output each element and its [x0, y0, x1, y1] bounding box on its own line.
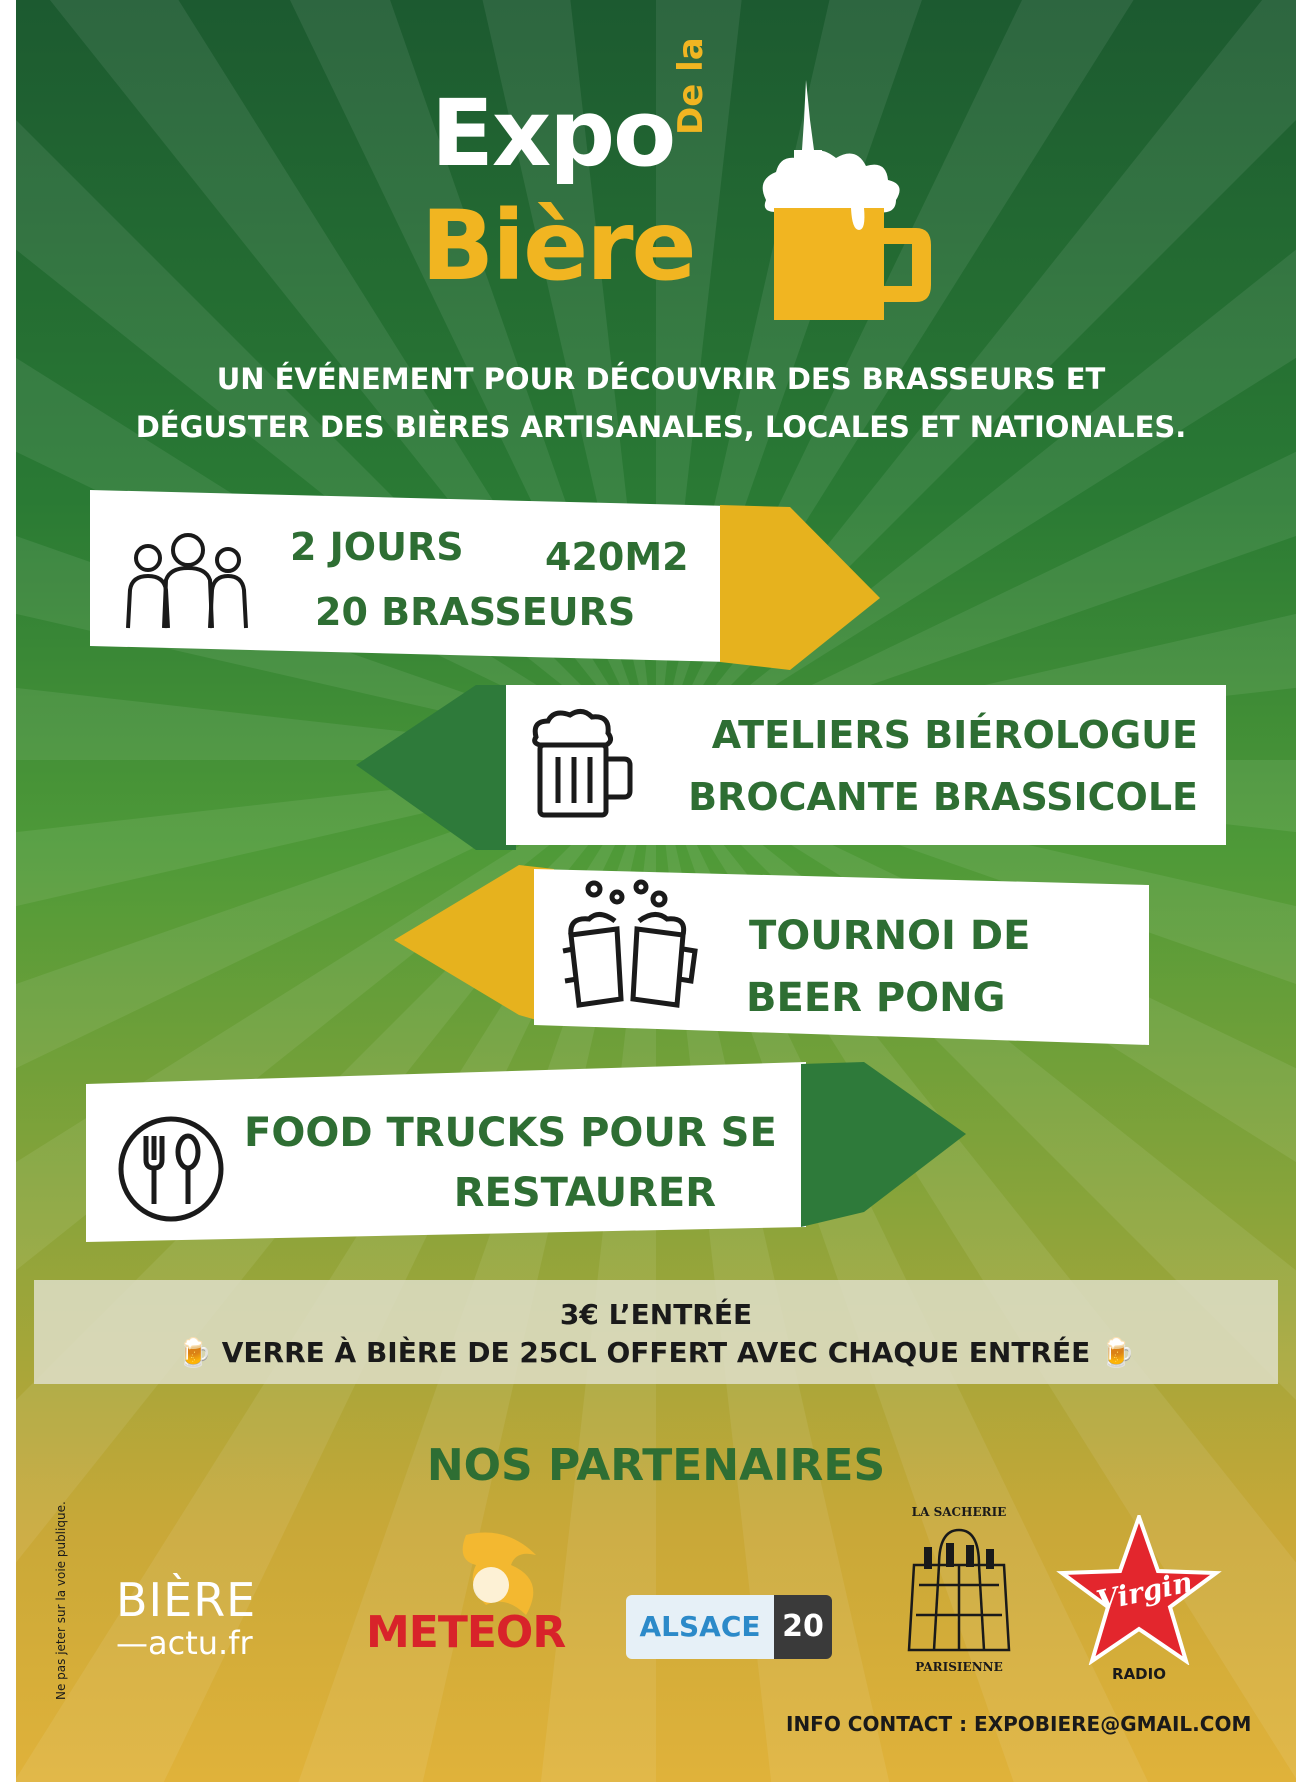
- virgin-sub: RADIO: [1112, 1665, 1166, 1683]
- beer-mug-icon: [526, 707, 636, 822]
- logo-expo-text: Expo: [431, 80, 675, 187]
- alsace20-name: ALSACE: [626, 1595, 774, 1659]
- meteor-text: METEOR: [366, 1607, 566, 1658]
- poster: [16, 0, 1296, 1782]
- price-band: [34, 1280, 1278, 1384]
- sign-workshops: [356, 685, 1226, 850]
- sign-1-days: 2 JOURS: [290, 525, 464, 569]
- event-tagline: [106, 355, 1216, 451]
- expo-biere-logo: [416, 37, 936, 340]
- virgin-name: Virgin: [1093, 1565, 1196, 1618]
- logo-de-la-text: De la: [671, 37, 711, 135]
- partners-title: NOS PARTENAIRES: [426, 1440, 886, 1491]
- sign-3-beer-pong: BEER PONG: [746, 975, 1006, 1021]
- sign-beer-pong: [394, 865, 1154, 1050]
- logo-biere-text: Bière: [421, 190, 695, 302]
- meteor-logo: [356, 1525, 586, 1665]
- tagline-line-2: DÉGUSTER DES BIÈRES ARTISANALES, LOCALES ET NATIONALES.: [135, 410, 1187, 444]
- sign-4-restaurer: RESTAURER: [453, 1170, 716, 1216]
- tagline-line-1: UN ÉVÉNEMENT POUR DÉCOUVRIR DES BRASSEURS ET: [216, 362, 1106, 396]
- sacherie-bottom: PARISIENNE: [915, 1660, 1003, 1674]
- sign-2-workshops: ATELIERS BIÉROLOGUE: [711, 713, 1198, 757]
- sign-4-food-trucks: FOOD TRUCKS POUR SE: [244, 1110, 777, 1156]
- sign-food-trucks: [86, 1062, 966, 1242]
- sign-2-brocante: BROCANTE BRASSICOLE: [688, 775, 1198, 819]
- sign-2-board: [356, 685, 1226, 850]
- alsace20-number: 20: [774, 1595, 832, 1659]
- alsace20-logo: [626, 1595, 836, 1659]
- contact-info: INFO CONTACT : EXPOBIERE@GMAIL.COM: [786, 1712, 1252, 1736]
- sacherie-logo: [894, 1505, 1024, 1680]
- cutlery-icon: [116, 1114, 226, 1224]
- glass-offer-text: VERRE À BIÈRE DE 25CL OFFERT AVEC CHAQUE ENTRÉE: [221, 1336, 1091, 1369]
- glass-offer: [34, 1336, 1278, 1369]
- biere-actu-top: BIÈRE: [116, 1573, 257, 1627]
- side-note: Ne pas jeter sur la voie publique.: [54, 1501, 68, 1700]
- sacherie-top: LA SACHERIE: [911, 1505, 1007, 1519]
- sign-3-tournament: TOURNOI DE: [749, 913, 1031, 959]
- bag-icon: [894, 1525, 1024, 1655]
- people-icon: [120, 528, 250, 633]
- entry-price: 3€ L’ENTRÉE: [559, 1298, 753, 1331]
- beer-glass-icon: 🍺: [177, 1336, 222, 1369]
- virgin-radio-logo: [1054, 1515, 1224, 1685]
- sign-1-brewers: 20 BRASSEURS: [315, 590, 636, 634]
- biere-actu-bottom: actu.fr: [148, 1624, 253, 1662]
- beer-glass-icon: 🍺: [1090, 1336, 1135, 1369]
- cheers-icon: [559, 877, 699, 1017]
- biere-actu-bottom-row: [116, 1625, 316, 1661]
- sign-days-area-brewers: [90, 490, 880, 670]
- logo-beer-mug-icon: [756, 80, 936, 320]
- sign-1-area: 420M2: [545, 535, 689, 579]
- biere-actu-dash: —: [116, 1624, 148, 1662]
- biere-actu-logo: [116, 1573, 316, 1662]
